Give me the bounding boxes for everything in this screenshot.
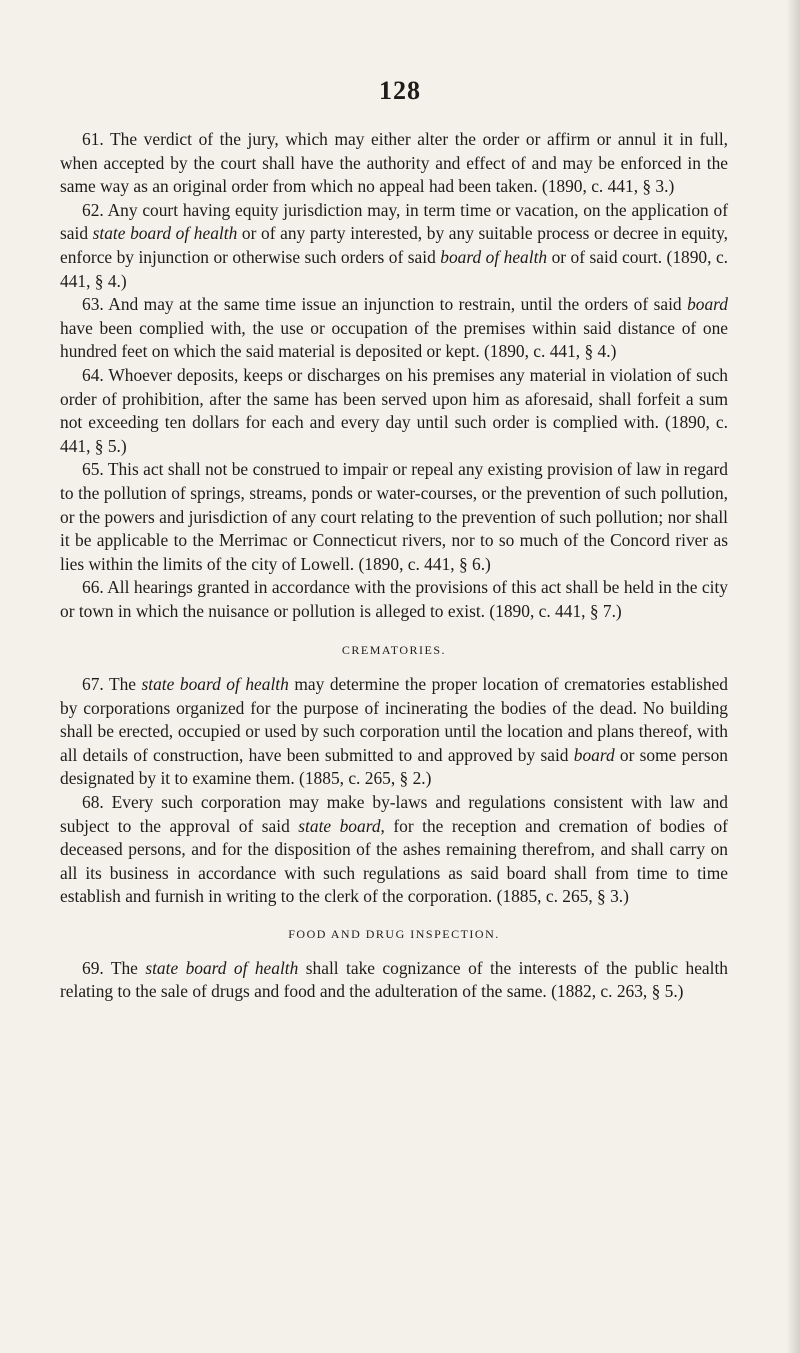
section-paragraph-69 (60, 957, 728, 1004)
italic-text: state board of health (141, 674, 289, 695)
paragraph-text: 64. Whoever deposits, keeps or discharges on his premises any material in violation of such order of prohibition, after the same has been served upon him as aforesaid, shall forfeit a sum not exceeding ten dollars for each and every day until such order is complied with. (1890, c. 441, § 5.) (60, 364, 728, 456)
paragraph-text: 68. Every such corporation may make by-laws and regulations consistent with law and subject to the approval of said (60, 792, 728, 836)
page-body (60, 128, 728, 1004)
section-paragraph-66 (60, 576, 728, 623)
section-paragraph-61 (60, 128, 728, 199)
paragraph-text: or some person designated by it to examine them. (1885, c. 265, § 2.) (60, 744, 729, 789)
paragraph-text: 61. The verdict of the jury, which may either alter the order or affirm or annul it in full, when accepted by the court shall have the authority and effect of and may be enforced in the same way as an original order from which no appeal had been taken. (1890, c. 441, § 3.) (60, 129, 728, 197)
section-paragraph-62 (60, 199, 728, 293)
italic-text: board of health (440, 246, 548, 267)
paragraph-text: have been complied with, the use or occupation of the premises within said distance of one hundred feet on which the said material is deposited or kept. (1890, c. 441, § 4.) (60, 317, 728, 362)
section-paragraph-65 (60, 458, 728, 576)
italic-text: state board (298, 815, 381, 836)
page-edge-shadow (786, 0, 800, 1353)
section-heading: CREMATORIES. (341, 643, 447, 658)
section-heading: FOOD AND DRUG INSPECTION. (288, 927, 500, 941)
section-paragraph-63 (60, 293, 728, 364)
paragraph-text: or of any party interested, by any suitable process or decree in equity, enforce by injunction or otherwise such orders of said (60, 223, 728, 267)
paragraph-text: shall take cognizance of the interests of the public health relating to the sale of drugs and food and the adulteration of the same. (1882, c. 263, § 5.) (60, 957, 728, 1002)
paragraph-text: 69. The (82, 957, 146, 978)
paragraph-text: 67. The (82, 674, 142, 695)
paragraph-text: may determine the proper location of crematories established by corporations organized for the purpose of incinerating the bodies of the dead. No building shall be erected, occupied or used by such corporation until the location and plans thereof, with all details of construction, have been submitted to and approved by said (60, 674, 728, 765)
italic-text: state board of health (145, 957, 299, 978)
paragraph-text: , for the reception and cremation of bodies of deceased persons, and for the disposition of the ashes remaining therefrom, and shall carry on all its business in accordance with such regulations as said board shall from time to time establish and furnish in writing to the clerk of the corporation. (1885, c. 265, § 3.) (60, 815, 728, 907)
section-paragraph-64 (60, 364, 728, 458)
italic-text: board (687, 294, 728, 315)
paragraph-text: 63. And may at the same time issue an injunction to restrain, until the orders of said (82, 294, 688, 315)
italic-text: board (573, 744, 615, 765)
paragraph-text: or of said court. (1890, c. 441, § 4.) (60, 246, 729, 291)
paragraph-text: 65. This act shall not be construed to impair or repeal any existing provision of law in regard to the pollution of springs, streams, ponds or water-courses, or the prevention of such pollution, or the powers and jurisdiction of any court relating to the prevention of such pollution; nor shall it be applicable to the Merrimac or Connecticut rivers, nor to so much of the Concord river as lies within the limits of the city of Lowell. (1890, c. 441, § 6.) (60, 459, 728, 574)
section-paragraph-68 (60, 791, 728, 909)
page-number: 128 (379, 76, 421, 105)
paragraph-text: 66. All hearings granted in accordance with the provisions of this act shall be held in the city or town in which the nuisance or pollution is alleged to exist. (1890, c. 441, § 7.) (60, 577, 728, 621)
paragraph-text: 62. Any court having equity jurisdiction may, in term time or vacation, on the application of said (60, 199, 728, 244)
section-paragraph-67 (60, 673, 728, 791)
italic-text: state board of health (92, 223, 238, 244)
